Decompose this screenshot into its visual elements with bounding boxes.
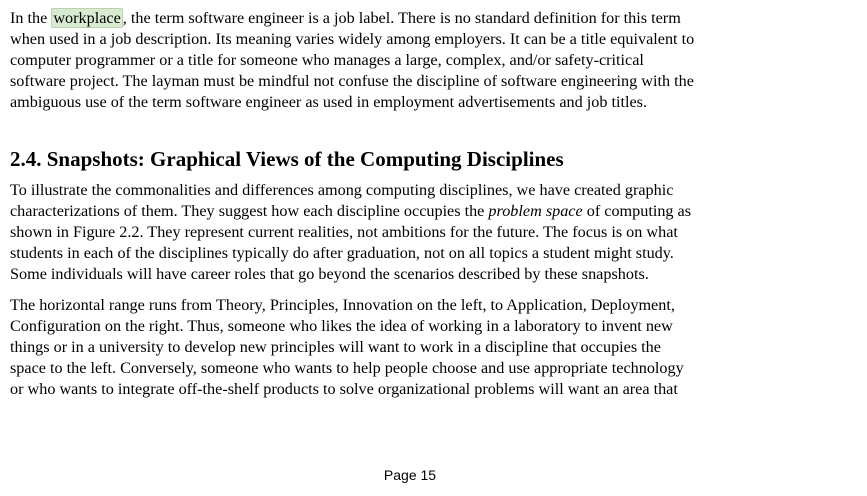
paragraph-workplace <box>10 8 694 113</box>
page-number: Page 15 <box>383 467 437 483</box>
emphasized-term: problem space <box>488 202 583 220</box>
text-line: space to the left. Conversely, someone who wants to help people choose and use appropriate technology <box>10 359 684 377</box>
text-run: characterizations of them. They suggest how each discipline occupies the <box>10 202 489 220</box>
text-line: computer programmer or a title for someone who manages a large, complex, and/or safety-critical <box>10 51 644 69</box>
text-line <box>10 8 694 29</box>
section-heading: 2.4. Snapshots: Graphical Views of the Computing Disciplines <box>10 147 564 171</box>
text-line: shown in Figure 2.2. They represent current realities, not ambitions for the future. The focus is on what <box>10 223 678 241</box>
paragraph-snapshots <box>10 180 691 285</box>
text-line: To illustrate the commonalities and differences among computing disciplines, we have created graphic <box>10 181 674 199</box>
text-line <box>10 201 691 222</box>
text-run: , the term software engineer is a job label. There is no standard definition for this term <box>122 9 681 27</box>
text-line: Configuration on the right. Thus, someone who likes the idea of working in a laboratory to invent new <box>10 317 673 335</box>
text-line: when used in a job description. Its meaning varies widely among employers. It can be a title equivalent to <box>10 30 695 48</box>
text-run: In the <box>10 9 52 27</box>
paragraph-horizontal-range <box>10 295 684 400</box>
text-line: students in each of the disciplines typically do after graduation, not on all topics a student might study. <box>10 244 674 262</box>
highlighted-word[interactable]: workplace <box>53 9 121 27</box>
text-line: ambiguous use of the term software engineer as used in employment advertisements and job titles. <box>10 93 647 111</box>
text-line: software project. The layman must be mindful not confuse the discipline of software engineering with the <box>10 72 694 90</box>
text-line: things or in a university to develop new principles will want to work in a discipline that occupies the <box>10 338 661 356</box>
text-line: or who wants to integrate off-the-shelf products to solve organizational problems will want an area that <box>10 380 678 398</box>
text-run: of computing as <box>582 202 692 220</box>
text-line: Some individuals will have career roles that go beyond the scenarios described by these snapshots. <box>10 265 649 283</box>
text-line: The horizontal range runs from Theory, Principles, Innovation on the left, to Application, Deployment, <box>10 296 675 314</box>
